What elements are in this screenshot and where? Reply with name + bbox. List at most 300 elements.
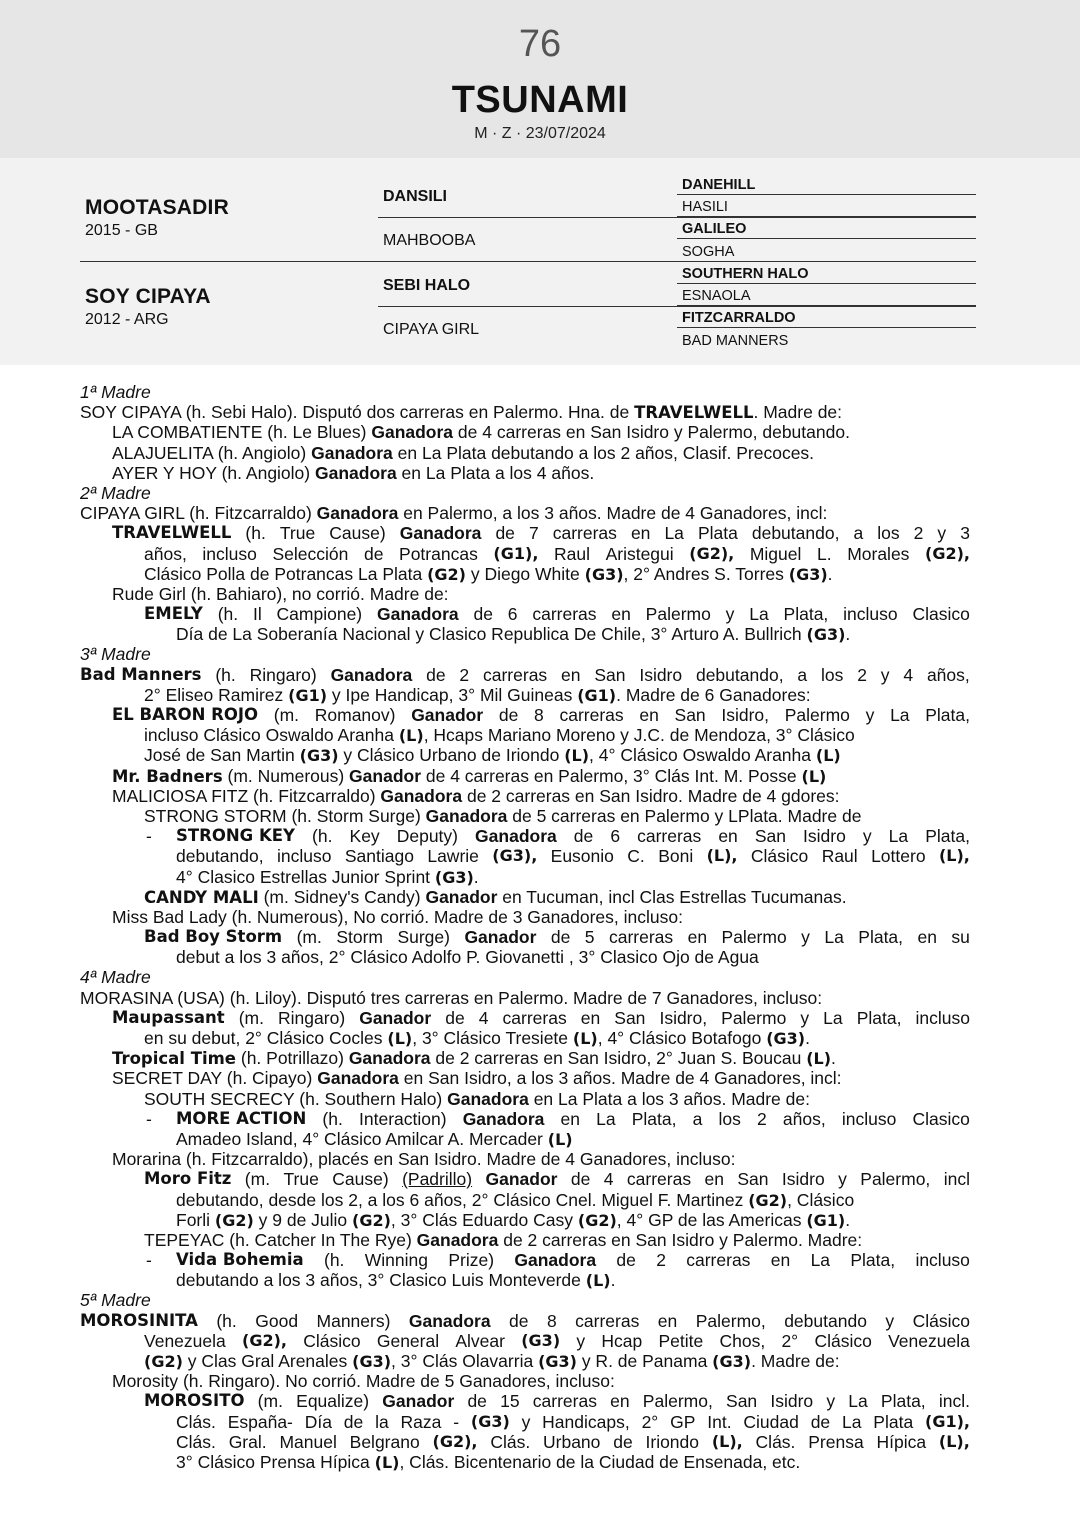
word: la xyxy=(375,1411,389,1432)
word: Campione) xyxy=(276,604,363,625)
text: 5ª Madre xyxy=(80,1290,151,1311)
grade-label: (L) xyxy=(806,1049,832,1069)
winner-label: Ganadora xyxy=(348,1048,431,1069)
text: . xyxy=(610,1270,616,1291)
word: Palermo xyxy=(721,927,787,948)
text: , 4° Clásico Botafogo xyxy=(597,1028,767,1048)
word: debutando xyxy=(784,1310,867,1331)
text: en Palermo, a los 3 años. Madre de 4 Ganadores, incl: xyxy=(398,503,828,524)
word: años, xyxy=(782,1108,826,1129)
word: Storm xyxy=(336,927,383,948)
text: Forli xyxy=(176,1209,215,1230)
word: Winning xyxy=(364,1250,428,1271)
grade-label: (G2) xyxy=(748,1190,788,1210)
text: y Ipe Handicap, 3° Mil Guineas xyxy=(327,684,578,705)
word: Ringaro) xyxy=(249,664,317,685)
winner-label: Ganador xyxy=(425,886,498,907)
word: Cause) xyxy=(332,1169,389,1190)
word: 8 xyxy=(534,705,544,725)
grade-label: (G3) xyxy=(434,867,474,887)
word: de xyxy=(570,1169,591,1190)
grade-label: (G2), xyxy=(432,1431,478,1451)
text: 1ª Madre xyxy=(80,382,151,402)
record-line xyxy=(80,846,970,866)
word: 3 xyxy=(960,523,970,544)
horse-name: MOROSINITA xyxy=(80,1310,198,1330)
word: Clás. xyxy=(176,1411,216,1432)
section-heading xyxy=(80,382,970,402)
word: Good xyxy=(255,1310,299,1331)
word: Plata, xyxy=(858,927,904,948)
word: años, xyxy=(144,543,187,564)
text: Rude Girl (h. Bahiaro), no corrió. Madre de: xyxy=(112,583,449,604)
record-line xyxy=(80,1452,970,1472)
word: Cause) xyxy=(329,523,386,544)
word: y xyxy=(725,604,735,625)
word: San xyxy=(594,664,626,685)
word: debutando, xyxy=(751,523,840,544)
word: Belgrano xyxy=(349,1431,420,1452)
word: 4 xyxy=(903,664,914,685)
word: L. xyxy=(816,543,832,564)
winner-label: Ganadora xyxy=(376,604,459,625)
text: en San Isidro, a los 3 años. Madre de 4 Ganadores, incl: xyxy=(398,1068,842,1089)
record-line xyxy=(80,1149,970,1169)
grade-label: (G3) xyxy=(299,746,339,766)
gen3-7: FITZCARRALDO xyxy=(682,310,796,326)
grade-label: (G2) xyxy=(352,1210,391,1230)
word: debutando, xyxy=(176,846,264,867)
word: (m. xyxy=(296,927,322,948)
grade-label: (G3) xyxy=(470,1411,510,1431)
horse-name: CANDY MALI xyxy=(144,887,259,907)
word: carreras xyxy=(552,523,617,544)
word: carreras xyxy=(637,826,702,847)
word: Palermo xyxy=(784,705,850,725)
dash-marker: - xyxy=(146,826,152,847)
winner-label: Ganador xyxy=(359,1007,432,1028)
page-header xyxy=(0,0,1080,158)
word: GP xyxy=(670,1411,696,1432)
text: de 5 carreras en Palermo y LPlata. Madre de xyxy=(507,805,862,826)
text: Morarina (h. Fitzcarraldo), placés en San Isidro. Madre de 4 Ganadores, incluso: xyxy=(112,1149,736,1170)
word: Raul xyxy=(553,543,590,564)
text: CIPAYA GIRL (h. Fitzcarraldo) xyxy=(80,503,317,524)
horse-name: MOROSITO xyxy=(144,1391,245,1411)
word: 2 xyxy=(757,1108,767,1129)
word: carreras xyxy=(559,705,624,725)
word: Plata, xyxy=(925,705,970,725)
word: incluso xyxy=(841,1108,897,1129)
word: 8 xyxy=(546,1310,557,1331)
winner-label: Ganadora xyxy=(316,503,399,524)
horse-name: EMELY xyxy=(144,604,203,624)
grade-label: (G2) xyxy=(577,1210,617,1230)
horse-name: TSUNAMI xyxy=(451,79,629,121)
winner-label: Ganadora xyxy=(514,1250,597,1271)
grade-label: (L) xyxy=(398,726,424,746)
horse-name: STRONG KEY xyxy=(176,826,295,846)
produce-record xyxy=(80,382,970,1472)
word: San xyxy=(754,826,786,847)
word: de xyxy=(550,927,571,948)
horse-name: Vida Bohemia xyxy=(176,1250,304,1270)
dam-info: 2012 - ARG xyxy=(85,311,169,328)
record-line xyxy=(80,1412,970,1432)
word: Romanov) xyxy=(314,705,396,725)
word: de xyxy=(613,1431,633,1452)
word: Key xyxy=(349,826,380,847)
word: True xyxy=(283,1169,319,1190)
word: San xyxy=(614,1007,646,1028)
pedigree-line xyxy=(677,283,976,284)
grade-label: (G1) xyxy=(288,685,328,705)
word: Ciudad xyxy=(743,1411,799,1432)
text: (m. Sidney's Candy) xyxy=(258,886,426,907)
gen3-4: SOGHA xyxy=(682,244,735,260)
word: Selección xyxy=(272,543,349,564)
text: incluso Clásico Oswaldo Aranha xyxy=(144,725,399,746)
word: a xyxy=(797,664,808,685)
record-line xyxy=(80,1089,970,1109)
word: (m. xyxy=(257,1391,283,1412)
word: los xyxy=(820,664,844,685)
grade-label: (G3), xyxy=(492,846,538,866)
text: 4° Clasico Estrellas Junior Sprint xyxy=(176,866,435,887)
text: , 3° Clás Eduardo Casy xyxy=(390,1209,578,1230)
word: Prize) xyxy=(448,1250,495,1271)
word: (h. xyxy=(245,523,266,544)
text: . Madre de 6 Ganadores: xyxy=(616,684,811,705)
word: Plata, xyxy=(880,1391,926,1412)
grade-label: (L) xyxy=(374,1452,400,1472)
word: incluso xyxy=(276,846,332,867)
winner-label: Ganadora xyxy=(425,805,508,826)
text: 2° Eliseo Ramirez xyxy=(144,684,289,705)
word: en xyxy=(639,705,659,725)
record-line xyxy=(80,806,970,826)
text: de 4 carreras en San Isidro y Palermo, debutando. xyxy=(453,422,850,443)
text: y 9 de Julio xyxy=(253,1209,353,1230)
grade-label: (G3) xyxy=(712,1352,752,1371)
text: , Hcaps Mariano Moreno y J.C. de Mendoza, 3° Clásico xyxy=(423,725,855,746)
word: Equalize) xyxy=(296,1391,370,1412)
text: (m. Numerous) xyxy=(222,765,350,786)
record-line xyxy=(80,826,970,846)
word: Isidro, xyxy=(721,705,770,725)
text: debutando a los 3 años, 3° Clasico Luis Monteverde xyxy=(176,1270,586,1291)
word: y xyxy=(576,1330,586,1351)
word: en xyxy=(687,927,708,948)
text: en su debut, 2° Clásico Cocles xyxy=(144,1028,388,1048)
text: debutando, desde los 2, a los 6 años, 2° Clásico Cnel. Miguel F. Martinez xyxy=(176,1189,749,1210)
record-line xyxy=(80,544,970,564)
grade-label: (G3) xyxy=(806,625,846,645)
word: (m. xyxy=(273,705,300,725)
record-line xyxy=(80,685,970,705)
text: en Tucuman, incl Clas Estrellas Tucumanas. xyxy=(497,886,847,907)
record-line xyxy=(80,1190,970,1210)
sire-status-label: (Padrillo) xyxy=(402,1169,473,1190)
text: MALICIOSA FITZ (h. Fitzcarraldo) xyxy=(112,785,381,806)
winner-label: Ganadora xyxy=(475,826,557,847)
text: en La Plata a los 3 años. Madre de: xyxy=(528,1088,810,1109)
grade-label: (G3) xyxy=(521,1330,561,1350)
gen3-1: DANEHILL xyxy=(682,177,756,193)
word: y xyxy=(801,927,810,948)
grade-label: (G3) xyxy=(766,1029,806,1048)
grade-label: (G2) xyxy=(214,1210,254,1230)
record-line xyxy=(80,624,970,644)
word: Plata, xyxy=(631,1108,677,1129)
text: SECRET DAY (h. Cipayo) xyxy=(112,1068,318,1089)
text: . Madre de: xyxy=(753,402,843,423)
word: Manners) xyxy=(316,1310,391,1331)
word: La xyxy=(823,1007,843,1028)
grade-label: (L) xyxy=(801,766,827,786)
pedigree-line xyxy=(378,217,976,218)
word: Clás. xyxy=(490,1431,531,1452)
text: Día de La Soberanía Nacional y Clasico Republica De Chile, 3° Arturo A. Bullrich xyxy=(176,624,807,645)
record-line xyxy=(80,1331,970,1351)
word: Manuel xyxy=(279,1431,337,1452)
text: y R. de Panama xyxy=(576,1351,713,1371)
winner-label: Ganadora xyxy=(416,1229,499,1250)
text: SOY CIPAYA (h. Sebi Halo). Disputó dos carreras en Palermo. Hna. de xyxy=(80,402,635,423)
word: Isidro xyxy=(639,664,683,685)
record-line xyxy=(80,1230,970,1250)
word: La xyxy=(824,927,844,948)
text: Clásico Polla de Potrancas La Plata xyxy=(144,563,428,584)
text: y Clásico Urbano de Iriondo xyxy=(338,745,565,766)
word: de xyxy=(495,523,515,544)
word: incl. xyxy=(938,1391,970,1412)
word: de xyxy=(509,1310,529,1331)
grade-label: (G1), xyxy=(925,1411,970,1431)
word: San xyxy=(674,705,706,725)
word: Interaction) xyxy=(359,1108,447,1129)
word: Surge) xyxy=(397,927,450,948)
text: . xyxy=(845,1209,851,1230)
word: Raza xyxy=(400,1411,442,1432)
word: Palermo xyxy=(721,1007,787,1028)
word: Chos, xyxy=(719,1330,766,1351)
grade-label: (L) xyxy=(547,1129,573,1149)
word: Palermo xyxy=(645,604,711,625)
record-line xyxy=(80,1311,970,1331)
word: Lawrie xyxy=(427,846,479,867)
word: debutando, xyxy=(695,664,784,685)
grade-label: (G3) xyxy=(352,1352,392,1371)
record-line xyxy=(80,705,970,725)
word: en xyxy=(630,523,651,544)
word: C. xyxy=(627,846,645,867)
word: en xyxy=(610,1391,630,1412)
record-line xyxy=(80,564,970,584)
horse-details: M · Z · 23/07/2024 xyxy=(474,125,606,142)
word: en xyxy=(917,927,937,948)
word: en xyxy=(770,1250,791,1271)
word: 6 xyxy=(507,604,518,625)
word: de xyxy=(363,543,384,564)
word: Ringaro) xyxy=(278,1007,346,1028)
word: Venezuela xyxy=(144,1330,226,1351)
word: Alvear xyxy=(455,1330,505,1351)
word: Iriondo xyxy=(645,1431,700,1452)
word: Prensa xyxy=(808,1431,864,1452)
text: y Diego White xyxy=(465,563,585,584)
winner-label: Ganadora xyxy=(380,785,463,806)
winner-label: Ganador xyxy=(349,765,422,786)
text: 2ª Madre xyxy=(80,482,151,503)
word: Il xyxy=(252,604,262,625)
word: (h. xyxy=(216,1310,237,1331)
winner-label: Ganadora xyxy=(462,1108,545,1129)
text: . Madre de: xyxy=(751,1351,840,1371)
word: y xyxy=(838,1169,847,1190)
word: (m. xyxy=(244,1169,271,1190)
word: de xyxy=(343,1411,364,1432)
sire-name: MOOTASADIR xyxy=(85,196,229,219)
word: 15 xyxy=(500,1391,520,1412)
record-line xyxy=(80,745,970,765)
word: los xyxy=(877,523,900,544)
dash-marker: - xyxy=(146,1108,152,1129)
word: La xyxy=(888,826,909,847)
word: Clás. xyxy=(176,1431,216,1452)
word: Plata, xyxy=(925,826,970,847)
horse-name: MORE ACTION xyxy=(176,1108,307,1128)
word: 2 xyxy=(459,664,470,685)
text: TEPEYAC (h. Catcher In The Rye) xyxy=(144,1229,417,1250)
text: debut a los 3 años, 2° Clásico Adolfo P. Giovanetti , 3° Clasico Ojo de Agua xyxy=(176,947,759,968)
record-line xyxy=(80,1351,970,1371)
word: y xyxy=(865,705,875,725)
grade-label: (G3) xyxy=(788,564,828,584)
word: incluso xyxy=(915,1007,970,1028)
winner-label: Ganadora xyxy=(311,442,393,463)
winner-label: Ganador xyxy=(485,1169,558,1190)
word: años, xyxy=(926,664,970,685)
horse-name: Tropical Time xyxy=(112,1049,236,1069)
record-line xyxy=(80,1250,970,1270)
word: carreras xyxy=(532,604,597,625)
winner-label: Ganadora xyxy=(371,422,454,443)
sire-sire: DANSILI xyxy=(383,188,447,205)
text: en La Plata a los 4 años. xyxy=(396,462,595,483)
text: 4ª Madre xyxy=(80,967,151,988)
dash-marker: - xyxy=(146,1250,152,1271)
horse-name: Mr. Badners xyxy=(112,766,223,786)
record-line xyxy=(80,766,970,786)
word: de xyxy=(467,1391,487,1412)
word: carreras xyxy=(626,1169,692,1190)
record-line xyxy=(80,1109,970,1129)
word: Deputy) xyxy=(396,826,458,847)
record-line xyxy=(80,665,970,685)
word: Clásico xyxy=(814,1330,872,1351)
horse-name: Bad Boy Storm xyxy=(144,927,283,947)
text: y Clas Gral Arenales xyxy=(182,1351,353,1371)
word: Plata xyxy=(873,1411,914,1432)
word: Raul xyxy=(821,846,858,867)
winner-label: Ganadora xyxy=(330,664,413,685)
text: SOUTH SECRECY (h. Southern Halo) xyxy=(144,1088,448,1109)
word: Plata, xyxy=(783,604,829,625)
horse-name: Bad Manners xyxy=(80,664,202,684)
pedigree-table xyxy=(0,158,1080,365)
gen3-2: HASILI xyxy=(682,199,728,215)
text: , 4° Clásico Oswaldo Aranha xyxy=(589,745,816,766)
grade-label: (G2), xyxy=(242,1330,287,1350)
word: General xyxy=(376,1330,440,1351)
word: de xyxy=(498,705,519,725)
text: . xyxy=(827,563,833,584)
word: incluso xyxy=(915,1250,970,1271)
record-line xyxy=(80,887,970,907)
text: de 2 carreras en San Isidro y Palermo. Madre: xyxy=(498,1229,863,1250)
record-line xyxy=(80,927,970,947)
word: La xyxy=(842,1411,862,1432)
word: 7 xyxy=(528,523,539,544)
word: Urbano xyxy=(543,1431,601,1452)
word: en xyxy=(561,664,581,685)
section-heading xyxy=(80,644,970,664)
word: 4 xyxy=(478,1007,489,1028)
word: Palermo, xyxy=(860,1169,931,1190)
word: Palermo, xyxy=(695,1310,766,1331)
record-line xyxy=(80,604,970,624)
text: , 4° GP de las Americas xyxy=(616,1209,807,1230)
word: Lottero xyxy=(871,846,926,867)
winner-label: Ganadora xyxy=(314,462,397,483)
section-heading xyxy=(80,967,970,987)
record-line xyxy=(80,523,970,543)
grade-label: (G2), xyxy=(925,543,970,563)
word: Hípica xyxy=(876,1431,927,1452)
grade-label: (L) xyxy=(564,746,590,766)
horse-name: TRAVELWELL xyxy=(112,523,232,543)
word: Petite xyxy=(658,1330,704,1351)
word: 2° xyxy=(781,1330,799,1351)
word: y xyxy=(800,1007,810,1028)
word: 4 xyxy=(603,1169,614,1190)
word: carreras xyxy=(608,927,674,948)
word: en xyxy=(718,826,738,847)
word: carreras xyxy=(575,1310,640,1331)
lot-number: 76 xyxy=(518,23,562,65)
word: La xyxy=(664,523,684,544)
grade-label: (G1) xyxy=(806,1210,846,1230)
text: , 2° Andres S. Torres xyxy=(623,563,789,584)
word: y xyxy=(521,1411,531,1432)
grade-label: (G3) xyxy=(584,564,624,584)
grade-label: (G2) xyxy=(427,564,466,584)
gen3-3: GALILEO xyxy=(682,221,747,237)
word: 2 xyxy=(857,664,867,685)
record-line xyxy=(80,725,970,745)
word: en xyxy=(580,1007,601,1028)
word: Morales xyxy=(847,543,910,564)
record-line xyxy=(80,1391,970,1411)
record-line xyxy=(80,402,970,422)
gen3-5: SOUTHERN HALO xyxy=(682,266,809,282)
text: , Clás. Bicentenario de la Ciudad de Ensenada, etc. xyxy=(399,1451,801,1472)
record-line xyxy=(80,947,970,967)
horse-name: Maupassant xyxy=(112,1007,225,1027)
pedigree-line xyxy=(677,194,976,195)
record-line xyxy=(80,1068,970,1088)
